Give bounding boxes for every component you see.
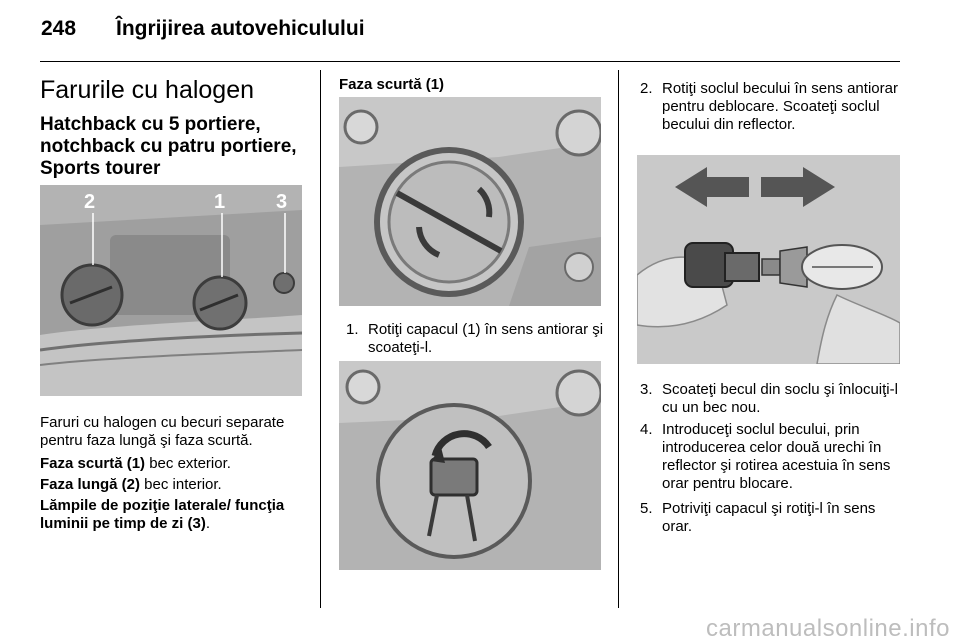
step-4-number: 4. bbox=[640, 421, 653, 438]
socket-removal-figure bbox=[339, 361, 601, 570]
high-beam-label: Faza lungă (2) bbox=[40, 476, 141, 493]
high-beam-line bbox=[40, 476, 308, 494]
side-lamps-desc: . bbox=[205, 515, 211, 532]
headlamp-overview-figure bbox=[40, 185, 302, 396]
step-4 bbox=[640, 421, 902, 493]
section-title: Farurile cu halogen bbox=[40, 76, 255, 104]
page-number: 248 bbox=[41, 17, 77, 40]
step-4-text: Introduceţi soclul becului, prin introducerea celor două urechi în reflector şi rotirea acestuia în sens orar pentru blocare. bbox=[662, 421, 891, 492]
low-beam-line bbox=[40, 455, 308, 473]
high-beam-desc: bec interior. bbox=[140, 476, 222, 493]
bulb-replacement-illustration bbox=[637, 155, 900, 364]
cover-removal-illustration bbox=[339, 97, 601, 306]
step-5 bbox=[640, 500, 902, 536]
step-3-text: Scoateţi becul din soclu şi înlocuiţi-l cu un bec nou. bbox=[662, 381, 898, 416]
step-1-text: Rotiţi capacul (1) în sens antiorar şi scoateţi-l. bbox=[368, 321, 604, 356]
running-title: Îngrijirea autovehiculului bbox=[116, 17, 365, 40]
bulb-replacement-figure bbox=[637, 155, 900, 364]
column-divider-1 bbox=[320, 70, 321, 608]
low-beam-desc: bec exterior. bbox=[145, 455, 231, 472]
step-2-number: 2. bbox=[640, 80, 653, 97]
headlamp-overview-illustration bbox=[40, 185, 302, 396]
step-2-text: Rotiţi soclul becului în sens antiorar pentru deblocare. Scoateţi soclul becului din reflector. bbox=[662, 80, 898, 133]
header-rule bbox=[40, 61, 900, 62]
low-beam-label: Faza scurtă (1) bbox=[40, 455, 146, 472]
low-beam-heading: Faza scurtă (1) bbox=[339, 76, 445, 93]
figure-callout-2: 2 bbox=[84, 191, 96, 213]
step-5-text: Potriviţi capacul şi rotiţi-l în sens orar. bbox=[662, 500, 876, 535]
step-3 bbox=[640, 381, 902, 417]
step-1-number: 1. bbox=[346, 321, 359, 338]
cover-removal-figure bbox=[339, 97, 601, 306]
section-subtitle: Hatchback cu 5 portiere, notchback cu patru portiere, Sports tourer bbox=[40, 114, 297, 179]
step-3-number: 3. bbox=[640, 381, 653, 398]
side-lamps-line bbox=[40, 497, 308, 533]
intro-paragraph: Faruri cu halogen cu becuri separate pentru faza lungă şi faza scurtă. bbox=[40, 414, 285, 449]
step-1 bbox=[346, 321, 606, 357]
figure-callout-3: 3 bbox=[276, 191, 288, 213]
column-divider-2 bbox=[618, 70, 619, 608]
figure-callout-1: 1 bbox=[214, 191, 226, 213]
step-5-number: 5. bbox=[640, 500, 653, 517]
watermark: carmanualsonline.info bbox=[706, 615, 950, 642]
side-lamps-label: Lămpile de poziţie laterale/ funcţia luminii pe timp de zi (3) bbox=[40, 497, 285, 532]
socket-removal-illustration bbox=[339, 361, 601, 570]
step-2 bbox=[640, 80, 902, 134]
